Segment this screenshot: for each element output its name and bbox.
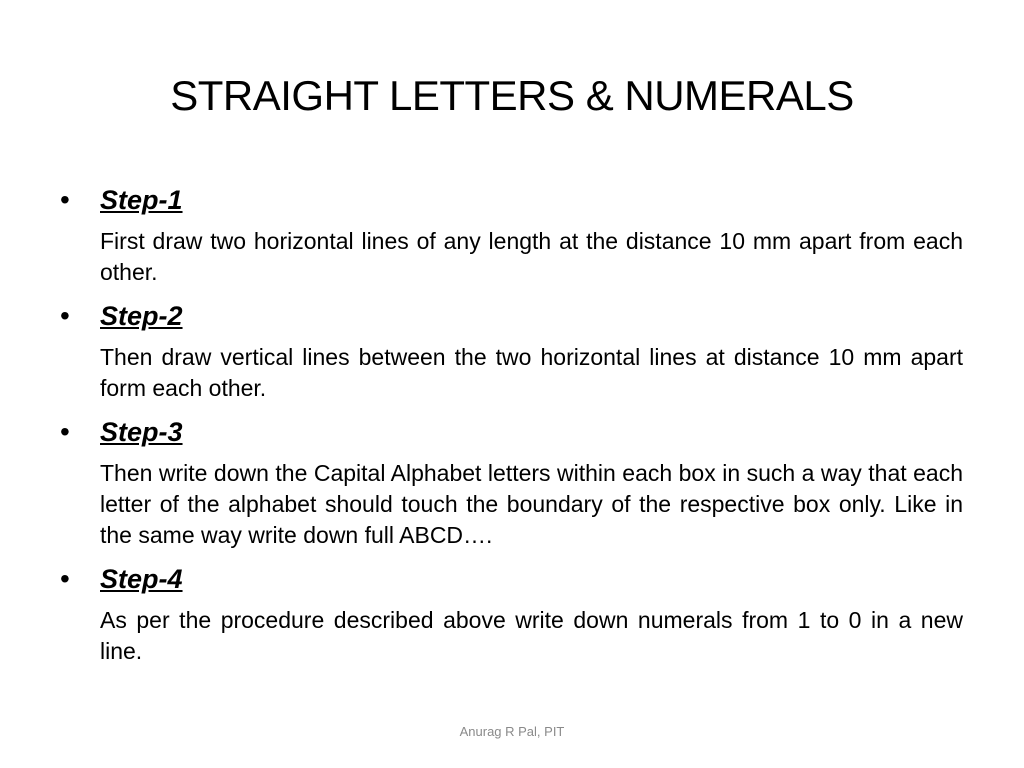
step-item-3 xyxy=(60,414,963,551)
step-label: Step-3 xyxy=(100,417,183,447)
slide-title: STRAIGHT LETTERS & NUMERALS xyxy=(170,72,854,119)
step-description: First draw two horizontal lines of any length at the distance 10 mm apart from each other. xyxy=(100,228,963,285)
step-label: Step-1 xyxy=(100,185,183,215)
step-description: Then write down the Capital Alphabet letters within each box in such a way that each letter of the alphabet should touch the boundary of the respective box only. Like in the same way write down full ABCD…. xyxy=(100,460,963,548)
step-description: Then draw vertical lines between the two horizontal lines at distance 10 mm apart form each other. xyxy=(100,344,963,401)
step-description: As per the procedure described above write down numerals from 1 to 0 in a new line. xyxy=(100,607,963,664)
step-list xyxy=(60,182,963,677)
bullet-icon: • xyxy=(60,184,70,215)
step-header xyxy=(60,414,963,450)
step-item-1 xyxy=(60,182,963,288)
bullet-icon: • xyxy=(60,563,70,594)
step-item-2 xyxy=(60,298,963,404)
bullet-icon: • xyxy=(60,300,70,331)
step-header xyxy=(60,561,963,597)
step-label: Step-4 xyxy=(100,564,183,594)
step-header xyxy=(60,182,963,218)
step-item-4 xyxy=(60,561,963,667)
footer-credit: Anurag R Pal, PIT xyxy=(459,724,565,739)
step-header xyxy=(60,298,963,334)
step-label: Step-2 xyxy=(100,301,183,331)
bullet-icon: • xyxy=(60,416,70,447)
